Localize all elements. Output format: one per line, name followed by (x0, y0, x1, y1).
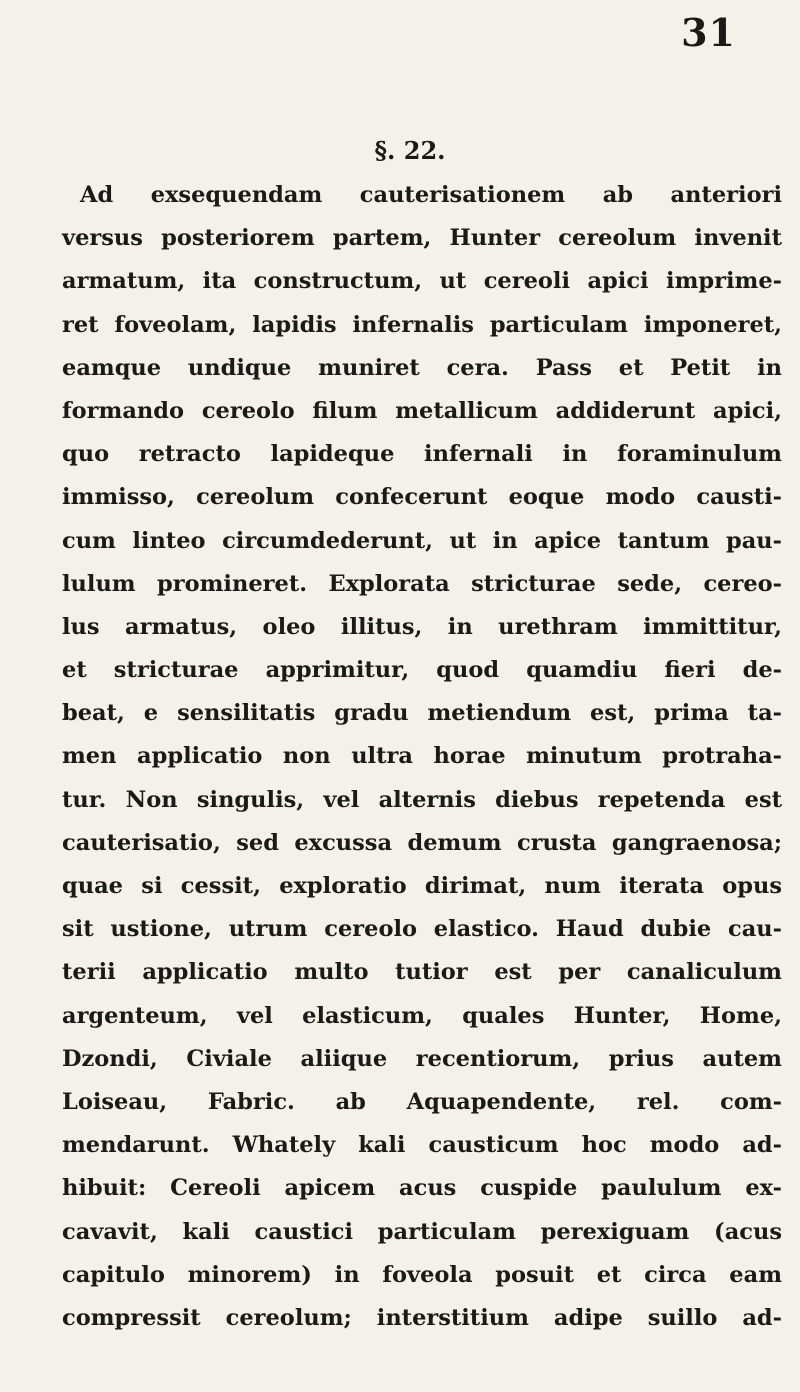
section-heading: §. 22. (374, 136, 446, 165)
text-line: eamque undique muniret cera. Pass et Petit in (62, 354, 782, 381)
text-line: Dzondi, Civiale aliique recentiorum, prius autem (62, 1045, 782, 1072)
text-line: immisso, cereolum confecerunt eoque modo causti- (62, 484, 782, 511)
text-line: capitulo minorem) in foveola posuit et circa eam (62, 1261, 782, 1288)
text-line: argenteum, vel elasticum, quales Hunter, Home, (62, 1002, 782, 1029)
text-line: tur. Non singulis, vel alternis diebus repetenda est (62, 786, 782, 813)
text-line: formando cereolo filum metallicum addiderunt apici, (62, 397, 782, 424)
text-line: sit ustione, utrum cereolo elastico. Haud dubie cau- (62, 916, 782, 943)
text-line: Ad exsequendam cauterisationem ab anteriori (80, 182, 782, 208)
text-line: quo retracto lapideque infernali in foraminulum (62, 441, 782, 468)
text-line: terii applicatio multo tutior est per canaliculum (62, 959, 782, 986)
text-line: compressit cereolum; interstitium adipe suillo ad- (62, 1304, 782, 1331)
text-line: cum linteo circumdederunt, ut in apice tantum pau- (62, 527, 782, 554)
body-text (62, 174, 782, 1340)
text-line: lulum promineret. Explorata stricturae sede, cereo- (62, 570, 782, 597)
page-number: 31 (681, 10, 736, 55)
text-line: beat, e sensilitatis gradu metiendum est, prima ta- (62, 700, 782, 727)
text-line: cavavit, kali caustici particulam perexiguam (acus (62, 1218, 782, 1245)
text-line: men applicatio non ultra horae minutum protraha- (62, 743, 782, 770)
text-line: lus armatus, oleo illitus, in urethram immittitur, (62, 613, 782, 640)
text-line: quae si cessit, exploratio dirimat, num iterata opus (62, 873, 782, 899)
text-line: et stricturae apprimitur, quod quamdiu fieri de- (62, 657, 782, 684)
text-line: ret foveolam, lapidis infernalis particulam imponeret, (62, 311, 782, 338)
text-line: Loiseau, Fabric. ab Aquapendente, rel. com- (62, 1088, 782, 1115)
text-line: mendarunt. Whately kali causticum hoc modo ad- (62, 1132, 782, 1159)
text-line: cauterisatio, sed excussa demum crusta gangraenosa; (62, 829, 782, 856)
text-line: armatum, ita constructum, ut cereoli apici imprime- (62, 268, 782, 295)
text-line: versus posteriorem partem, Hunter cereolum invenit (62, 225, 782, 252)
text-line: hibuit: Cereoli apicem acus cuspide paululum ex- (62, 1175, 782, 1202)
